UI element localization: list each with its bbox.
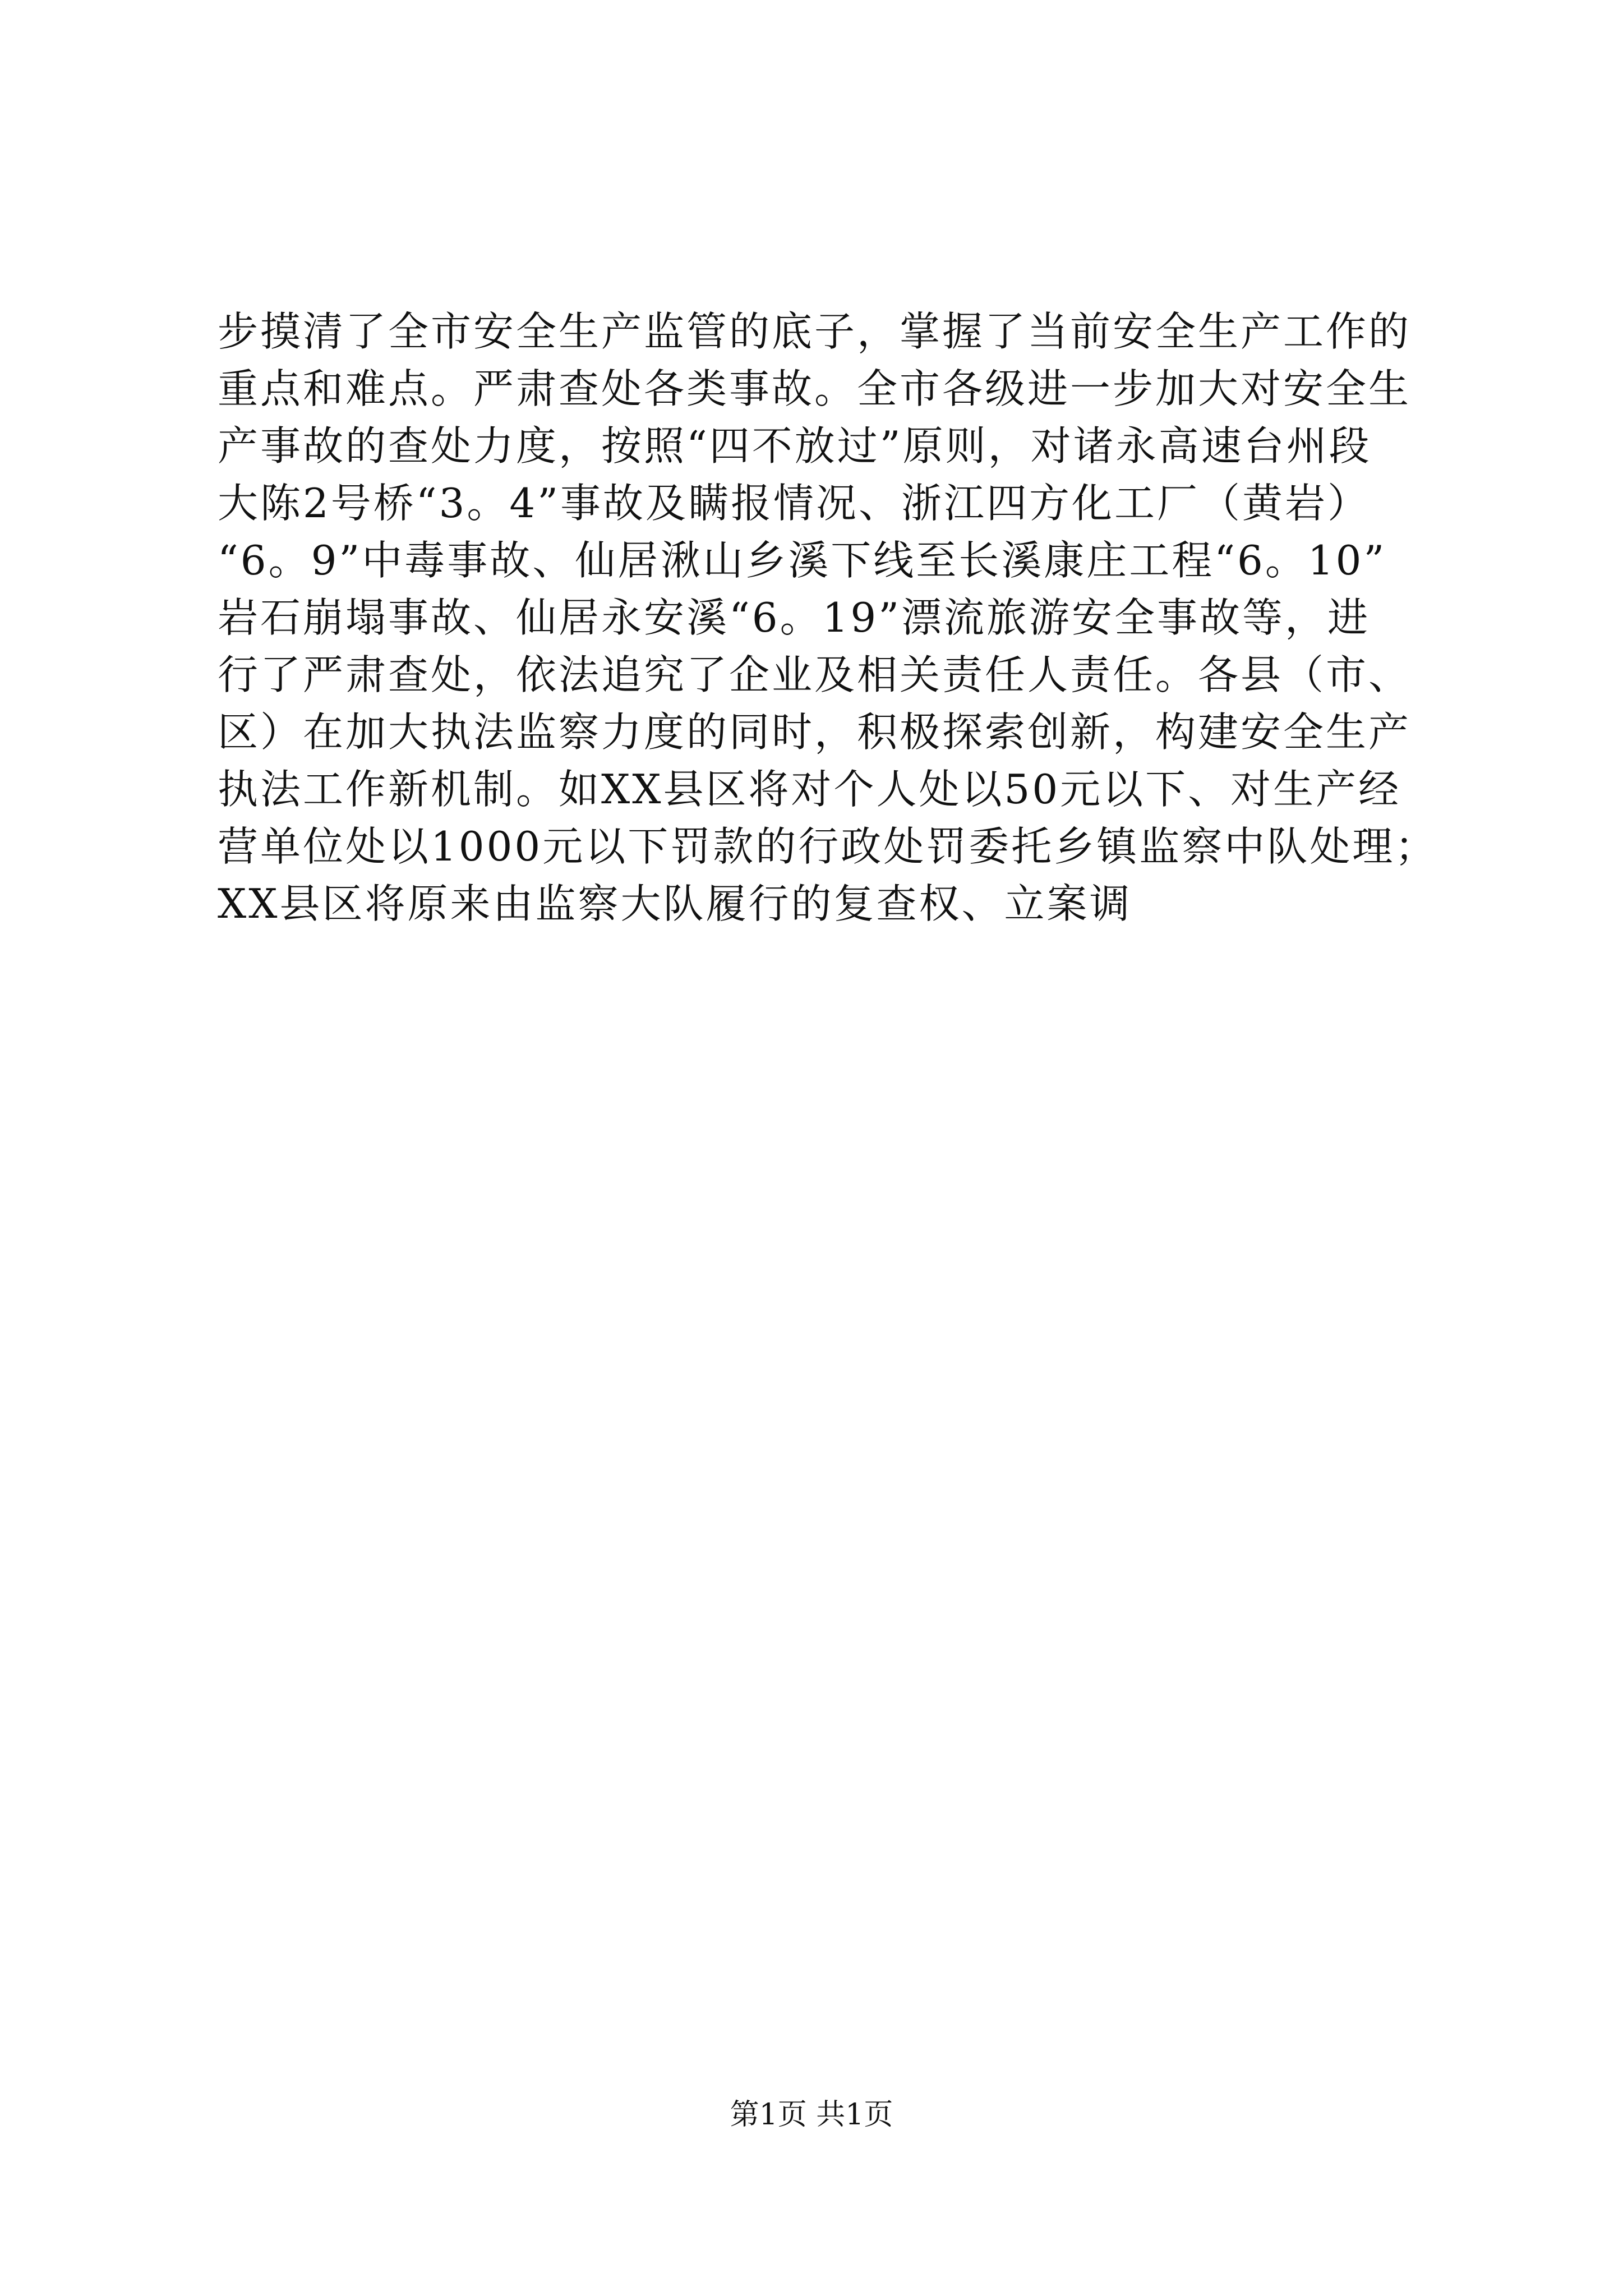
text-line: 执法工作新机制。如XX县区将对个人处以50元以下、对生产经: [218, 766, 1401, 813]
page-footer: [0, 2095, 1623, 2134]
text-line: 产事故的查处力度，按照“四不放过”原则，对诸永高速台州段: [218, 422, 1372, 470]
text-line: 大陈2号桥“3。4”事故及瞒报情况、浙江四方化工厂（黄岩）: [218, 480, 1371, 527]
page-number-label: 第1页 共1页: [730, 2098, 893, 2132]
text-line: 岩石崩塌事故、仙居永安溪“6。19”漂流旅游安全事故等，进: [218, 594, 1371, 641]
text-line: 步摸清了全市安全生产监管的底子，掌握了当前安全生产工作的: [218, 308, 1412, 355]
text-line: XX县区将原来由监察大队履行的复查权、立案调: [218, 880, 1132, 927]
body-paragraph: [218, 303, 1438, 932]
text-line: 重点和难点。严肃查处各类事故。全市各级进一步加大对安全生: [218, 365, 1412, 412]
text-line: “6。9”中毒事故、仙居湫山乡溪下线至长溪康庄工程“6。10”: [218, 537, 1387, 584]
text-line: 行了严肃查处，依法追究了企业及相关责任人责任。各县（市、: [218, 651, 1412, 698]
text-line: 营单位处以1000元以下罚款的行政处罚委托乡镇监察中队处理；: [218, 823, 1438, 870]
text-line: 区）在加大执法监察力度的同时，积极探索创新，构建安全生产: [218, 708, 1412, 756]
